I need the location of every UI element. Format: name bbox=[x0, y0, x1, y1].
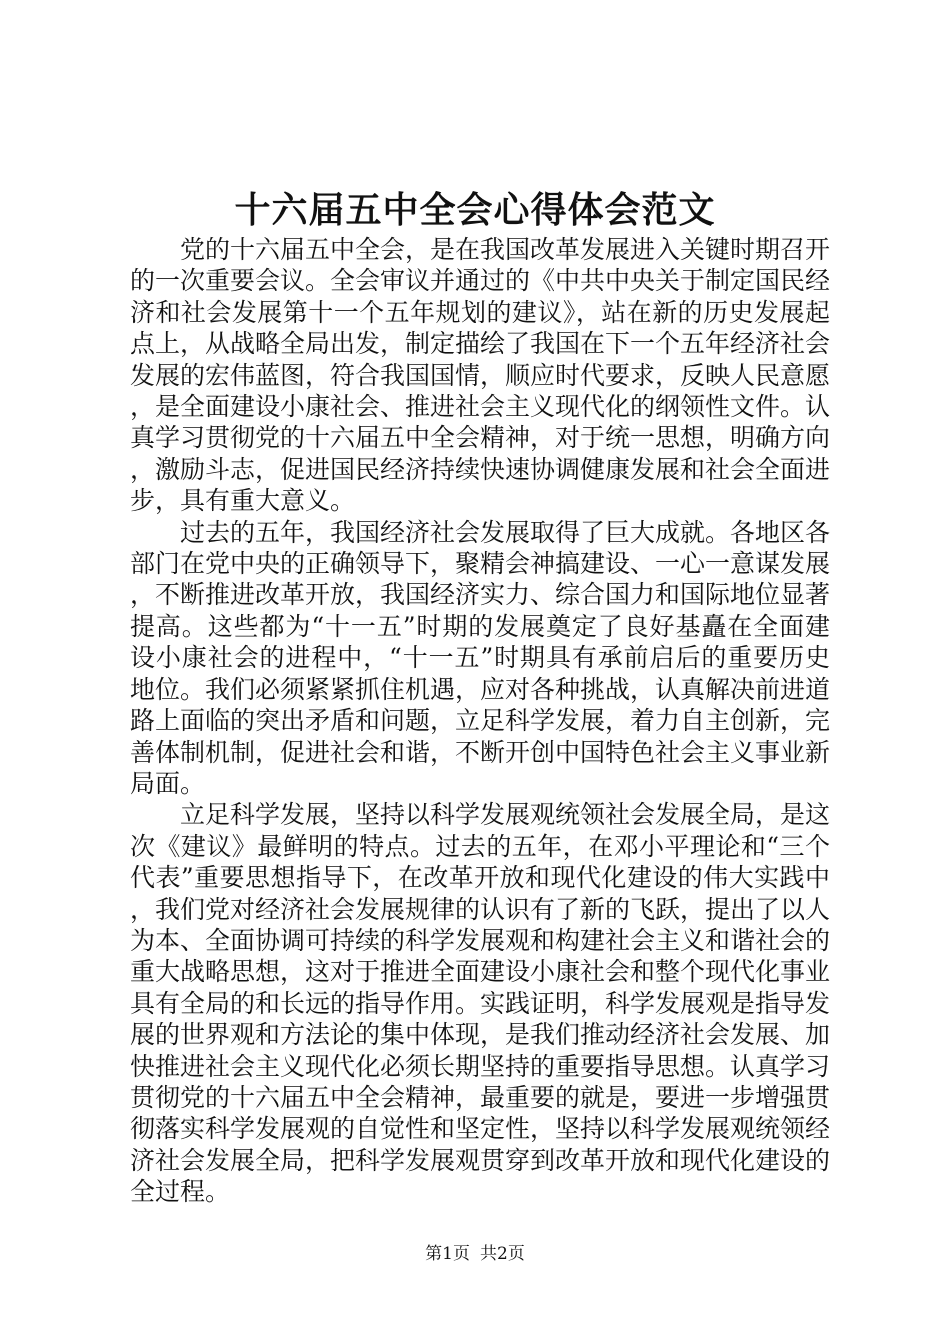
paragraph-3: 立足科学发展，坚持以科学发展观统领社会发展全局，是这次《建议》最鲜明的特点。过去的五年，在邓小平理论和“三个代表”重要思想指导下，在改革开放和现代化建设的伟大实践中，我们党对经济社会发展规律的认识有了新的飞跃，提出了以人为本、全面协调可持续的科学发展观和构建社会主义和谐社会的重大战略思想，这对于推进全面建设小康社会和整个现代化事业具有全局的和长远的指导作用。实践证明，科学发展观是指导发展的世界观和方法论的集中体现，是我们推动经济社会发展、加快推进社会主义现代化必须长期坚持的重要指导思想。认真学习贯彻党的十六届五中全会精神，最重要的就是，要进一步增强贯彻落实科学发展观的自觉性和坚定性，坚持以科学发展观统领经济社会发展全局，把科学发展观贯穿到改革开放和现代化建设的全过程。 bbox=[130, 800, 831, 1207]
page-number-current: 第1页 bbox=[425, 1244, 470, 1264]
paragraph-2: 过去的五年，我国经济社会发展取得了巨大成就。各地区各部门在党中央的正确领导下，聚精会神搞建设、一心一意谋发展，不断推进改革开放，我国经济实力、综合国力和国际地位显著提高。这些都为“十一五”时期的发展奠定了良好基矗在全面建设小康社会的进程中，“十一五”时期具有承前启后的重要历史地位。我们必须紧紧抓住机遇，应对各种挑战，认真解决前进道路上面临的突出矛盾和问题，立足科学发展，着力自主创新，完善体制机制，促进社会和谐，不断开创中国特色社会主义事业新局面。 bbox=[130, 517, 831, 798]
document-title: 十六届五中全会心得体会范文 bbox=[234, 189, 716, 231]
page-number-total: 共2页 bbox=[480, 1244, 525, 1264]
paragraph-1: 党的十六届五中全会，是在我国改革发展进入关键时期召开的一次重要会议。全会审议并通过的《中共中央关于制定国民经济和社会发展第十一个五年规划的建议》，站在新的历史发展起点上，从战略全局出发，制定描绘了我国在下一个五年经济社会发展的宏伟蓝图，符合我国国情，顺应时代要求，反映人民意愿，是全面建设小康社会、推进社会主义现代化的纲领性文件。认真学习贯彻党的十六届五中全会精神，对于统一思想，明确方向，激励斗志，促进国民经济持续快速协调健康发展和社会全面进步，具有重大意义。 bbox=[130, 235, 831, 516]
document-body bbox=[130, 234, 830, 1208]
page-footer bbox=[0, 1242, 950, 1266]
